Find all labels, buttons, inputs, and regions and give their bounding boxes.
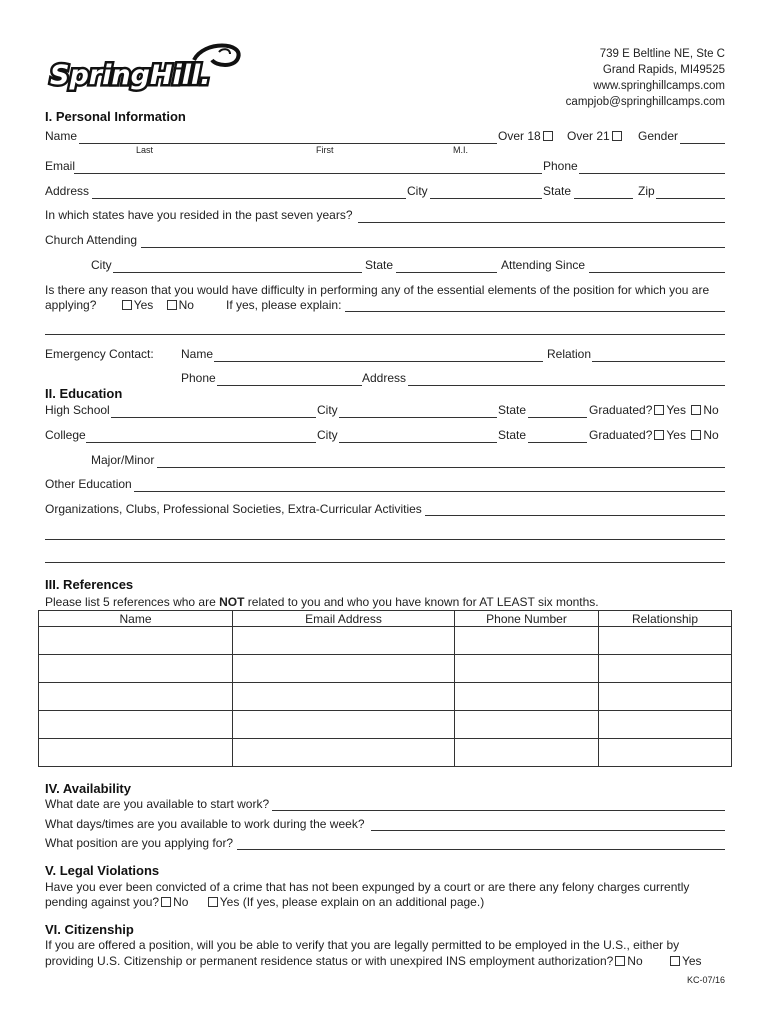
legal-yes-label: Yes (If yes, please explain on an additional page.)	[219, 895, 485, 909]
city-field[interactable]	[430, 198, 542, 199]
over21-checkbox[interactable]	[612, 131, 622, 141]
college-no-label: No	[703, 428, 719, 442]
college-field[interactable]	[86, 442, 316, 443]
college-city-field[interactable]	[339, 442, 497, 443]
if-yes-label: If yes, please explain:	[226, 298, 342, 312]
zip-field[interactable]	[656, 198, 725, 199]
mi-label: M.I.	[453, 145, 468, 155]
over18-label: Over 18	[498, 129, 541, 143]
reference-cell[interactable]	[599, 711, 732, 739]
reference-cell[interactable]	[455, 655, 599, 683]
position-field[interactable]	[237, 849, 725, 850]
table-row	[39, 711, 732, 739]
website-link[interactable]: www.springhillcamps.com	[593, 80, 725, 92]
reference-cell[interactable]	[455, 627, 599, 655]
college-city-label: City	[317, 428, 338, 442]
reason-no-checkbox[interactable]	[167, 300, 177, 310]
reference-cell[interactable]	[455, 711, 599, 739]
em-address-label: Address	[362, 371, 407, 385]
orgs-field-2[interactable]	[45, 539, 725, 540]
address-line: Grand Rapids, MI49525	[602, 64, 725, 76]
legal-question-cont: pending against you?	[45, 895, 160, 909]
reference-cell[interactable]	[233, 655, 455, 683]
college-yes-label: Yes	[666, 428, 686, 442]
reason-yes-label: Yes	[133, 298, 154, 312]
hs-city-field[interactable]	[339, 417, 497, 418]
em-address-field[interactable]	[408, 385, 725, 386]
legal-yes-checkbox[interactable]	[208, 897, 218, 907]
reason-question-cont: applying?	[45, 298, 97, 312]
city-label: City	[407, 184, 428, 198]
reference-cell[interactable]	[599, 739, 732, 767]
church-state-label: State	[365, 258, 394, 272]
form-code: KC-07/16	[686, 975, 725, 985]
citizenship-yes-checkbox[interactable]	[670, 956, 680, 966]
reference-cell[interactable]	[599, 627, 732, 655]
email-label: Email	[45, 159, 76, 173]
hs-yes-checkbox[interactable]	[654, 405, 664, 415]
reference-cell[interactable]	[39, 739, 233, 767]
address-line: 739 E Beltline NE, Ste C	[599, 48, 725, 60]
reason-no-label: No	[178, 298, 194, 312]
phone-label: Phone	[543, 159, 578, 173]
reference-cell[interactable]	[455, 739, 599, 767]
address-block	[566, 46, 725, 110]
col-header-phone: Phone Number	[455, 611, 599, 627]
orgs-field[interactable]	[425, 515, 725, 516]
high-school-label: High School	[45, 403, 110, 417]
citizenship-question: If you are offered a position, will you be able to verify that you are legally permitted to be employed in the U.S., either by	[45, 938, 680, 952]
hs-no-label: No	[703, 403, 719, 417]
em-phone-field[interactable]	[217, 385, 362, 386]
over18-checkbox[interactable]	[543, 131, 553, 141]
reference-cell[interactable]	[233, 683, 455, 711]
hs-no-checkbox[interactable]	[691, 405, 701, 415]
attending-since-field[interactable]	[589, 272, 725, 273]
college-state-field[interactable]	[528, 442, 587, 443]
svg-text:SpringHill.: SpringHill.	[50, 60, 211, 91]
major-field[interactable]	[157, 467, 725, 468]
reference-cell[interactable]	[39, 711, 233, 739]
reference-cell[interactable]	[599, 655, 732, 683]
state-label: State	[543, 184, 572, 198]
zip-label: Zip	[638, 184, 655, 198]
legal-question: Have you ever been convicted of a crime that has not been expunged by a court or are there any felony charges currently	[45, 880, 690, 894]
reason-explain-field[interactable]	[345, 311, 725, 312]
reference-cell[interactable]	[39, 655, 233, 683]
college-graduated-label: Graduated?	[589, 428, 653, 442]
legal-no-checkbox[interactable]	[161, 897, 171, 907]
attending-since-label: Attending Since	[501, 258, 586, 272]
em-name-label: Name	[181, 347, 214, 361]
states-field[interactable]	[358, 222, 725, 223]
over21-label: Over 21	[567, 129, 610, 143]
section-heading-legal: V. Legal Violations	[45, 863, 160, 878]
last-label: Last	[136, 145, 154, 155]
citizenship-yes-label: Yes	[681, 954, 702, 968]
college-yes-checkbox[interactable]	[654, 430, 664, 440]
section-heading-personal: I. Personal Information	[45, 109, 186, 124]
reference-cell[interactable]	[39, 627, 233, 655]
high-school-field[interactable]	[111, 417, 316, 418]
start-date-question: What date are you available to start work?	[45, 797, 270, 811]
name-field[interactable]	[79, 143, 497, 144]
gender-field[interactable]	[680, 143, 725, 144]
table-row	[39, 627, 732, 655]
section-heading-availability: IV. Availability	[45, 781, 131, 796]
major-label: Major/Minor	[91, 453, 155, 467]
position-question: What position are you applying for?	[45, 836, 234, 850]
reference-cell[interactable]	[39, 683, 233, 711]
name-label: Name	[45, 129, 78, 143]
church-city-label: City	[91, 258, 112, 272]
col-header-relationship: Relationship	[599, 611, 732, 627]
hs-graduated-label: Graduated?	[589, 403, 653, 417]
church-state-field[interactable]	[396, 272, 497, 273]
table-row	[39, 739, 732, 767]
state-field[interactable]	[574, 198, 633, 199]
reason-question: Is there any reason that you would have difficulty in performing any of the essential elements of the position for which you are	[45, 283, 710, 297]
hs-state-label: State	[498, 403, 527, 417]
em-name-field[interactable]	[214, 361, 543, 362]
reason-explain-field-2[interactable]	[45, 334, 725, 335]
section-heading-education: II. Education	[45, 386, 123, 401]
section-heading-references: III. References	[45, 577, 134, 592]
first-label: First	[316, 145, 334, 155]
other-education-field[interactable]	[134, 491, 725, 492]
hs-yes-label: Yes	[666, 403, 686, 417]
em-phone-label: Phone	[181, 371, 216, 385]
church-label: Church Attending	[45, 233, 138, 247]
relation-label: Relation	[547, 347, 592, 361]
references-instructions: Please list 5 references who are NOT related to you and who you have known for AT LEAST six months.	[45, 595, 599, 609]
section-heading-citizenship: VI. Citizenship	[45, 922, 134, 937]
gender-label: Gender	[638, 129, 679, 143]
email-link[interactable]: campjob@springhillcamps.com	[565, 96, 725, 108]
table-row	[39, 655, 732, 683]
address-field[interactable]	[92, 198, 406, 199]
emergency-label: Emergency Contact:	[45, 347, 154, 361]
other-education-label: Other Education	[45, 477, 132, 491]
days-times-question: What days/times are you available to work during the week?	[45, 817, 365, 831]
college-no-checkbox[interactable]	[691, 430, 701, 440]
start-date-field[interactable]	[272, 810, 725, 811]
church-city-field[interactable]	[113, 272, 362, 273]
address-label: Address	[45, 184, 90, 198]
relation-field[interactable]	[592, 361, 725, 362]
reference-cell[interactable]	[599, 683, 732, 711]
email-field[interactable]	[74, 173, 542, 174]
phone-field[interactable]	[579, 173, 725, 174]
reference-cell[interactable]	[233, 627, 455, 655]
orgs-field-3[interactable]	[45, 562, 725, 563]
legal-no-label: No	[173, 895, 189, 909]
table-row	[39, 683, 732, 711]
college-label: College	[45, 428, 86, 442]
orgs-label: Organizations, Clubs, Professional Societies, Extra-Curricular Activities	[45, 502, 422, 516]
days-times-field[interactable]	[371, 830, 725, 831]
citizenship-no-checkbox[interactable]	[615, 956, 625, 966]
states-question: In which states have you resided in the past seven years?	[45, 208, 353, 222]
reference-cell[interactable]	[233, 711, 455, 739]
reference-cell[interactable]	[233, 739, 455, 767]
hs-state-field[interactable]	[528, 417, 587, 418]
reason-yes-checkbox[interactable]	[122, 300, 132, 310]
col-header-name: Name	[39, 611, 233, 627]
hs-city-label: City	[317, 403, 338, 417]
reference-cell[interactable]	[455, 683, 599, 711]
citizenship-no-label: No	[627, 954, 643, 968]
springhill-logo	[44, 40, 244, 99]
citizenship-question-cont: providing U.S. Citizenship or permanent residence status or with unexpired INS employment authorization?	[45, 954, 614, 968]
college-state-label: State	[498, 428, 527, 442]
col-header-email: Email Address	[233, 611, 455, 627]
references-table	[38, 610, 732, 767]
church-field[interactable]	[141, 247, 725, 248]
